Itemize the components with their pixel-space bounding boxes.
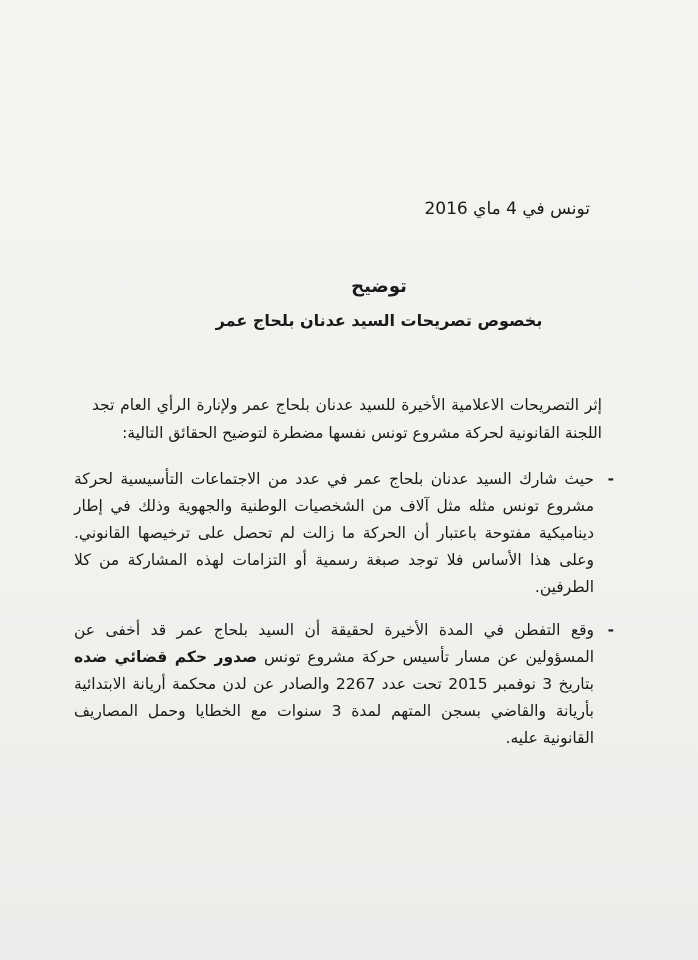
bullet-text: بتاريخ 3 نوفمبر 2015 تحت عدد 2267 والصادر عن لدن محكمة أريانة الابتدائية بأريانة والقاضي بسجن المتهم لمدة 3 سنوات مع الخطايا وحمل المصاريف القانونية عليه. <box>74 675 595 747</box>
bullet-text: وقع التفطن في المدة الأخيرة لحقيقة أن السيد بلحاج عمر قد أخفى عن المسؤولين عن مسار تأسيس حركة مشروع تونس <box>74 621 594 666</box>
document-title: توضيح <box>351 276 407 297</box>
document-date: تونس في 4 ماي 2016 <box>424 199 590 219</box>
intro-paragraph: إثر التصريحات الاعلامية الأخيرة للسيد عدنان بلحاج عمر ولإنارة الرأي العام تجد اللجنة القانونية لحركة مشروع تونس نفسها مضطرة لتوضيح الحقائق التالية: <box>92 395 602 442</box>
bullet-text: حيث شارك السيد عدنان بلحاج عمر في عدد من الاجتماعات التأسيسية لحركة مشروع تونس مثله مثل آلاف من الشخصيات الوطنية والجهوية وذلك في إطار ديناميكية مفتوحة باعتبار أن الحركة ما زالت لم تحصل على ترخيصها القانوني. وعلى هذا الأساس فلا توجد صبغة رسمية أو التزامات لهذه المشاركة من كلا الطرفين. <box>74 470 594 596</box>
list-item <box>74 466 614 601</box>
list-item <box>74 617 614 752</box>
bullet-marker: - <box>607 621 614 639</box>
facts-list <box>74 466 614 752</box>
bullet-text-bold: صدور حكم قضائي ضده <box>74 648 258 666</box>
bullet-marker: - <box>607 470 614 488</box>
document-subtitle: بخصوص تصريحات السيد عدنان بلحاج عمر <box>215 311 543 330</box>
